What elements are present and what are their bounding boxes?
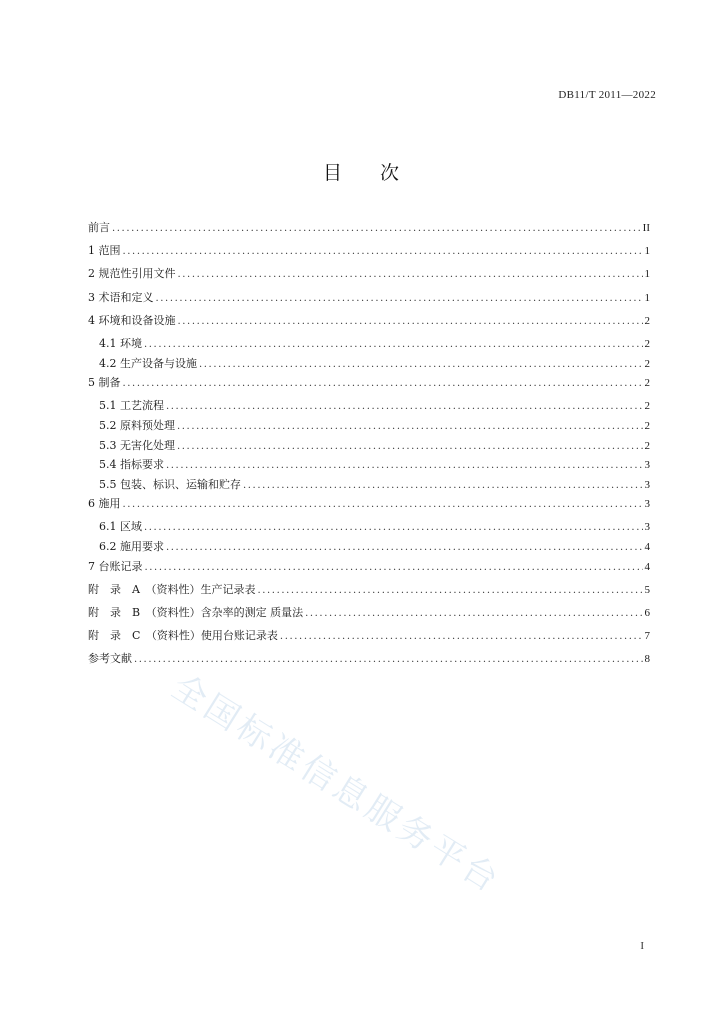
toc-leader-dots <box>178 269 643 280</box>
toc-leader-dots <box>257 585 642 596</box>
toc-entry-page: 1 <box>644 291 650 304</box>
toc-entry-page: 3 <box>644 521 650 534</box>
toc-entry-title: 1 范围 <box>88 244 121 258</box>
toc-entry-title: 2 规范性引用文件 <box>88 267 176 281</box>
toc-entry-page: 1 <box>644 268 650 281</box>
page-number: I <box>640 940 644 952</box>
toc-entry-5-4[interactable] <box>88 456 650 476</box>
toc-leader-dots <box>199 359 643 370</box>
toc-leader-dots <box>123 378 643 389</box>
toc-entry-environment[interactable] <box>88 312 650 335</box>
toc-entry-title: 附 录 A （资料性）生产记录表 <box>88 582 256 596</box>
toc-entry-foreword[interactable] <box>88 219 650 242</box>
toc-entry-5-1[interactable] <box>88 397 650 417</box>
toc-entry-page: 4 <box>644 541 650 554</box>
toc-entry-page: 2 <box>644 439 650 452</box>
toc-entry-4-1[interactable] <box>88 335 650 355</box>
toc-leader-dots <box>156 293 643 304</box>
toc-entry-title: 3 术语和定义 <box>88 290 154 304</box>
toc-leader-dots <box>177 421 643 432</box>
toc-entry-title: 5.5 包装、标识、运输和贮存 <box>99 477 241 491</box>
toc-leader-dots <box>112 223 641 234</box>
toc-entry-page: 2 <box>644 419 650 432</box>
toc-entry-6-1[interactable] <box>88 518 650 538</box>
toc-entry-appendix-b[interactable] <box>88 604 650 627</box>
toc-entry-title: 6.1 区域 <box>99 520 142 534</box>
toc-entry-page: 2 <box>644 314 650 327</box>
toc-leader-dots <box>123 246 643 257</box>
toc-leader-dots <box>280 631 643 642</box>
toc-leader-dots <box>243 480 643 491</box>
toc-entry-title: 6.2 施用要求 <box>99 540 164 554</box>
toc-entry-6-2[interactable] <box>88 538 650 558</box>
toc-leader-dots <box>144 339 643 350</box>
toc-leader-dots <box>166 401 643 412</box>
toc-entry-page: 6 <box>644 607 650 620</box>
document-code: DB11/T 2011—2022 <box>558 89 656 101</box>
toc-entry-page: 2 <box>644 337 650 350</box>
toc-entry-page: 2 <box>644 357 650 370</box>
toc-entry-appendix-c[interactable] <box>88 627 650 650</box>
page-title-right: 次 <box>380 162 402 184</box>
toc-entry-normative-references[interactable] <box>88 265 650 288</box>
watermark: 全国标准信息服务平台 <box>164 666 509 903</box>
toc-entry-bibliography[interactable] <box>88 650 650 673</box>
toc-entry-title: 4 环境和设备设施 <box>88 313 176 327</box>
toc-entry-page: 3 <box>644 498 650 511</box>
toc-entry-title: 附 录 C （资料性）使用台账记录表 <box>88 629 278 643</box>
toc-entry-4-2[interactable] <box>88 355 650 375</box>
toc-entry-title: 7 台账记录 <box>88 559 143 573</box>
toc-entry-page: 5 <box>644 583 650 596</box>
page-title <box>0 158 724 185</box>
toc-leader-dots <box>134 654 643 665</box>
toc-entry-5-3[interactable] <box>88 437 650 457</box>
toc-entry-application[interactable] <box>88 495 650 518</box>
toc-entry-appendix-a[interactable] <box>88 581 650 604</box>
toc-entry-page: II <box>642 222 650 234</box>
toc-entry-page: 8 <box>644 653 650 666</box>
toc-entry-title: 4.2 生产设备与设施 <box>99 356 197 370</box>
table-of-contents <box>88 219 650 674</box>
toc-entry-terms[interactable] <box>88 289 650 312</box>
toc-leader-dots <box>178 316 643 327</box>
toc-entry-ledger[interactable] <box>88 558 650 581</box>
toc-leader-dots <box>166 460 643 471</box>
toc-leader-dots <box>177 441 643 452</box>
toc-entry-5-5[interactable] <box>88 476 650 496</box>
toc-entry-title: 前言 <box>88 221 110 234</box>
toc-entry-page: 4 <box>644 560 650 573</box>
toc-entry-page: 2 <box>644 400 650 413</box>
toc-entry-preparation[interactable] <box>88 374 650 397</box>
toc-entry-page: 1 <box>644 245 650 258</box>
toc-entry-title: 4.1 环境 <box>99 336 142 350</box>
toc-leader-dots <box>166 542 643 553</box>
toc-leader-dots <box>123 499 643 510</box>
toc-entry-title: 参考文献 <box>88 652 132 666</box>
toc-entry-title: 6 施用 <box>88 497 121 511</box>
toc-entry-title: 5 制备 <box>88 376 121 390</box>
toc-leader-dots <box>144 522 643 533</box>
toc-entry-title: 5.4 指标要求 <box>99 458 164 472</box>
toc-entry-title: 5.2 原料预处理 <box>99 418 175 432</box>
toc-entry-page: 3 <box>644 478 650 491</box>
page-title-left: 目 <box>322 162 344 184</box>
toc-leader-dots <box>305 608 642 619</box>
toc-entry-title: 5.1 工艺流程 <box>99 399 164 413</box>
toc-leader-dots <box>145 562 643 573</box>
toc-entry-title: 附 录 B （资料性）含杂率的测定 质量法 <box>88 606 304 620</box>
toc-entry-scope[interactable] <box>88 242 650 265</box>
toc-entry-page: 3 <box>644 459 650 472</box>
toc-entry-page: 2 <box>644 377 650 390</box>
toc-entry-5-2[interactable] <box>88 417 650 437</box>
toc-entry-title: 5.3 无害化处理 <box>99 438 175 452</box>
toc-entry-page: 7 <box>644 630 650 643</box>
